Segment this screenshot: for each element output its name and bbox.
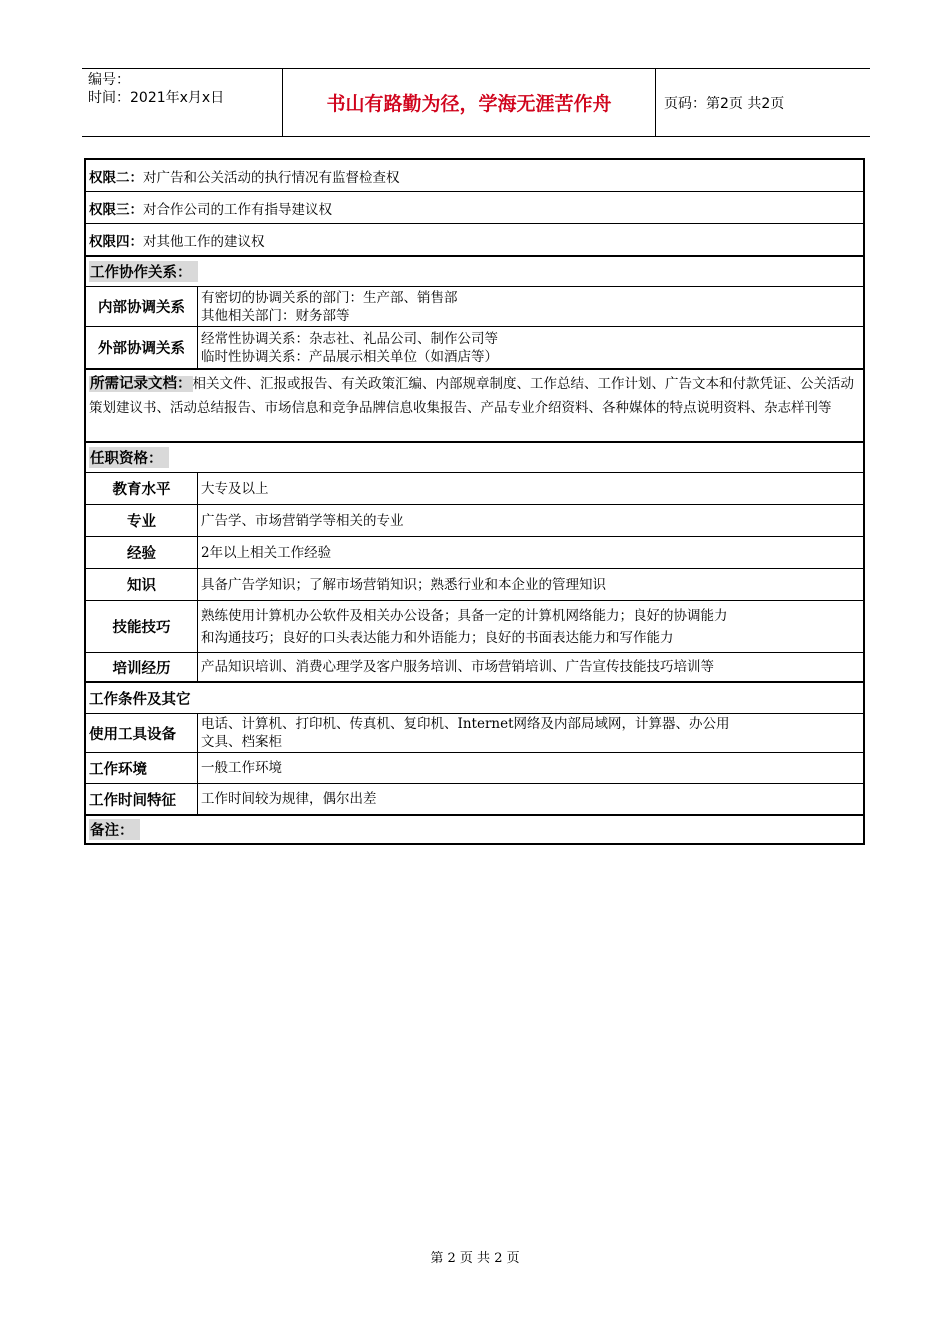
internal-coordination-label: 内部协调关系 <box>86 287 198 326</box>
conditions-heading-row <box>86 683 863 714</box>
records-text: 相关文件、汇报或报告、有关政策汇编、内部规章制度、工作总结、工作计划、广告文本和付款凭证、公关活动策划建议书、活动总结报告、市场信息和竞争品牌信息收集报告、产品专业介绍资料、各种媒体的特点说明资料、杂志样刊等 <box>89 376 854 416</box>
page-header <box>82 68 870 137</box>
major-label: 专业 <box>86 505 198 536</box>
external-coordination-label: 外部协调关系 <box>86 327 198 368</box>
internal-line-1: 有密切的协调关系的部门：生产部、销售部 <box>201 289 458 306</box>
knowledge-row <box>86 569 863 601</box>
internal-coordination-row <box>86 287 863 327</box>
skills-value <box>201 601 859 652</box>
job-description-table <box>84 158 865 845</box>
external-line-2: 临时性协调关系：产品展示相关单位（如酒店等） <box>201 348 498 365</box>
experience-row <box>86 537 863 569</box>
tools-value <box>201 714 859 752</box>
cooperation-heading-row <box>86 257 863 287</box>
cooperation-heading: 工作协作关系： <box>89 261 198 282</box>
internal-line-2: 其他相关部门：财务部等 <box>201 307 350 324</box>
document-date: 时间：2021年x月x日 <box>88 90 225 106</box>
training-label: 培训经历 <box>86 653 198 681</box>
right-row-2 <box>86 160 863 192</box>
qualifications-heading: 任职资格： <box>89 447 169 468</box>
remarks-label: 备注： <box>89 819 140 840</box>
qualifications-heading-row <box>86 443 863 473</box>
external-coordination-value <box>201 327 859 368</box>
page-footer: 第 2 页 共 2 页 <box>430 1251 520 1266</box>
environment-row <box>86 753 863 784</box>
right-3-text: 对合作公司的工作有指导建议权 <box>143 201 332 218</box>
tools-label: 使用工具设备 <box>86 714 198 752</box>
work-time-label: 工作时间特征 <box>86 784 198 814</box>
training-row <box>86 653 863 683</box>
external-line-1: 经常性协调关系：杂志社、礼品公司、制作公司等 <box>201 330 498 347</box>
skills-line-2: 和沟通技巧；良好的口头表达能力和外语能力；良好的书面表达能力和写作能力 <box>201 629 674 646</box>
right-4-label: 权限四： <box>89 233 143 250</box>
document-number-label: 编号： <box>88 72 130 88</box>
right-4-text: 对其他工作的建议权 <box>143 233 265 250</box>
education-value: 大专及以上 <box>201 480 269 497</box>
knowledge-label: 知识 <box>86 569 198 600</box>
environment-value: 一般工作环境 <box>201 760 282 776</box>
records-paragraph <box>89 372 859 420</box>
knowledge-value: 具备广告学知识；了解市场营销知识；熟悉行业和本企业的管理知识 <box>201 576 606 593</box>
right-row-4 <box>86 224 863 257</box>
skills-row <box>86 601 863 653</box>
right-row-3 <box>86 192 863 224</box>
external-coordination-row <box>86 327 863 370</box>
right-3-label: 权限三： <box>89 201 143 218</box>
conditions-heading: 工作条件及其它 <box>89 691 191 708</box>
education-label: 教育水平 <box>86 473 198 504</box>
work-time-value: 工作时间较为规律，偶尔出差 <box>201 791 377 807</box>
experience-value: 2年以上相关工作经验 <box>201 544 332 561</box>
header-page-info: 页码：第2页 共2页 <box>664 96 785 112</box>
right-2-text: 对广告和公关活动的执行情况有监督检查权 <box>143 169 400 186</box>
education-row <box>86 473 863 505</box>
records-row <box>86 370 863 443</box>
environment-label: 工作环境 <box>86 753 198 783</box>
major-row <box>86 505 863 537</box>
skills-label: 技能技巧 <box>86 601 198 652</box>
header-meta <box>88 71 224 107</box>
remarks-row <box>86 816 863 843</box>
skills-line-1: 熟练使用计算机办公软件及相关办公设备；具备一定的计算机网络能力；良好的协调能力 <box>201 607 728 624</box>
tools-row <box>86 714 863 753</box>
right-2-label: 权限二： <box>89 169 143 186</box>
training-value: 产品知识培训、消费心理学及客户服务培训、市场营销培训、广告宣传技能技巧培训等 <box>201 659 714 675</box>
experience-label: 经验 <box>86 537 198 568</box>
tools-line-1: 电话、计算机、打印机、传真机、复印机、Internet网络及内部局域网，计算器、办公用 <box>201 716 730 732</box>
records-label: 所需记录文档： <box>90 376 192 392</box>
major-value: 广告学、市场营销学等相关的专业 <box>201 512 404 529</box>
internal-coordination-value <box>201 287 859 326</box>
work-time-row <box>86 784 863 816</box>
header-motto: 书山有路勤为径，学海无涯苦作舟 <box>282 68 656 136</box>
tools-line-2: 文具、档案柜 <box>201 734 282 750</box>
